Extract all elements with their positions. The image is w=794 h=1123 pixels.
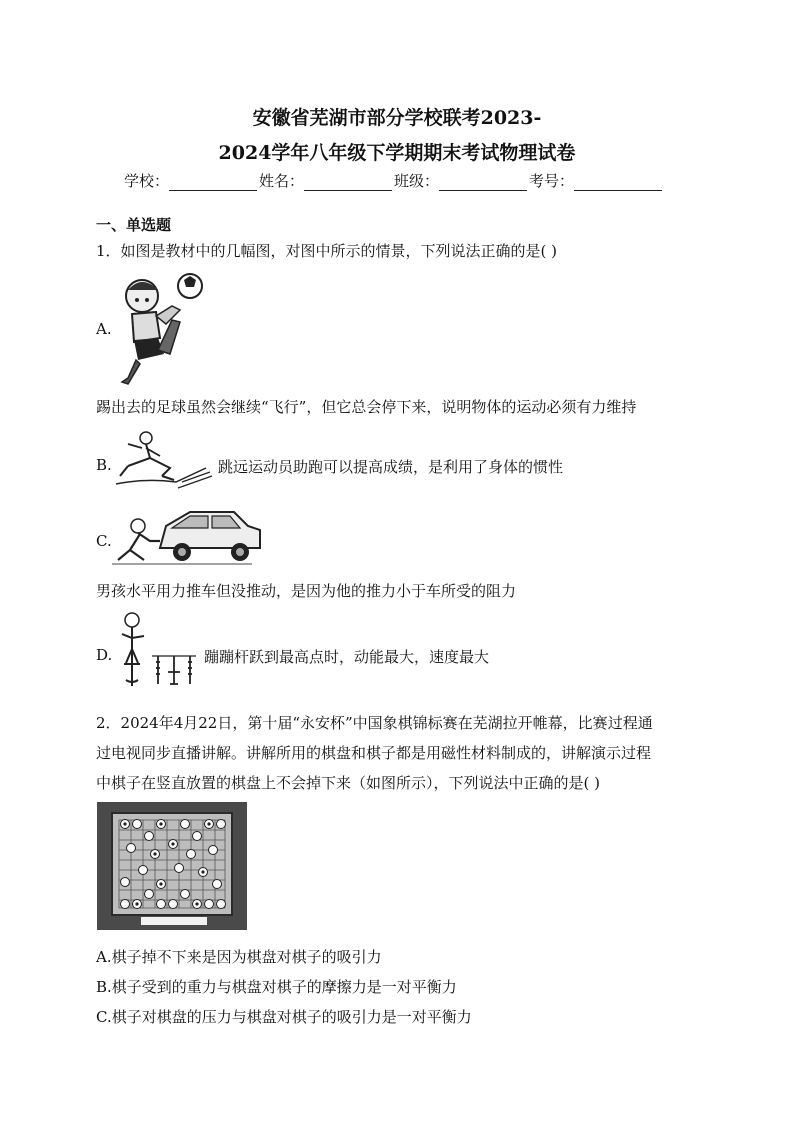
exam-title-line1: 安徽省芜湖市部分学校联考2023- <box>252 107 542 129</box>
q1-option-a-text: 踢出去的足球虽然会继续“飞行”，但它总会停下来，说明物体的运动必须有力维持 <box>96 398 637 416</box>
q2-stem-line2: 过电视同步直播讲解。讲解所用的棋盘和棋子都是用磁性材料制成的，讲解演示过程 <box>96 744 652 762</box>
pogo-stick-icon <box>112 612 204 694</box>
q1-stem: 1．如图是教材中的几幅图，对图中所示的情景，下列说法正确的是( ) <box>96 242 558 260</box>
school-blank[interactable] <box>169 174 257 191</box>
student-info-fields <box>124 170 664 191</box>
q1-option-a-letter: A. <box>96 320 112 338</box>
class-label: 班级： <box>394 172 440 190</box>
q2-option-c: C.棋子对棋盘的压力与棋盘对棋子的吸引力是一对平衡力 <box>96 1008 472 1026</box>
q2-option-a: A.棋子掉不下来是因为棋盘对棋子的吸引力 <box>96 948 382 966</box>
school-label: 学校： <box>124 172 170 190</box>
class-blank[interactable] <box>439 174 527 191</box>
q1-option-d-text: 蹦蹦杆跃到最高点时，动能最大，速度最大 <box>204 648 490 666</box>
name-blank[interactable] <box>304 174 392 191</box>
chess-pieces-icon <box>113 814 231 914</box>
q1-option-b-letter: B. <box>96 456 112 474</box>
q2-option-b: B.棋子受到的重力与棋盘对棋子的摩擦力是一对平衡力 <box>96 978 457 996</box>
name-label: 姓名： <box>259 172 305 190</box>
q2-stem-line1: 2．2024年4月22日，第十届“永安杯”中国象棋锦标赛在芜湖拉开帷幕，比赛过程通 <box>96 714 653 732</box>
q1-option-c-letter: C. <box>96 532 112 550</box>
exam-number-label: 考号： <box>529 172 575 190</box>
board-caption-strip <box>141 917 207 925</box>
section-heading: 一、单选题 <box>96 216 172 234</box>
chess-board-surface <box>111 812 233 916</box>
soccer-kick-icon <box>112 270 212 386</box>
long-jump-icon <box>112 430 214 492</box>
q1-option-d-letter: D. <box>96 646 113 664</box>
exam-number-blank[interactable] <box>574 174 662 191</box>
q1-option-c-text: 男孩水平用力推车但没推动，是因为他的推力小于车所受的阻力 <box>96 582 517 600</box>
exam-title-line2: 2024学年八年级下学期期末考试物理试卷 <box>218 142 576 164</box>
chess-board-photo-icon <box>97 802 247 930</box>
push-car-icon <box>112 508 264 570</box>
q1-option-b-text: 跳远运动员助跑可以提高成绩，是利用了身体的惯性 <box>218 458 564 476</box>
q2-stem-line3: 中棋子在竖直放置的棋盘上不会掉下来（如图所示），下列说法中正确的是( ) <box>96 774 600 792</box>
